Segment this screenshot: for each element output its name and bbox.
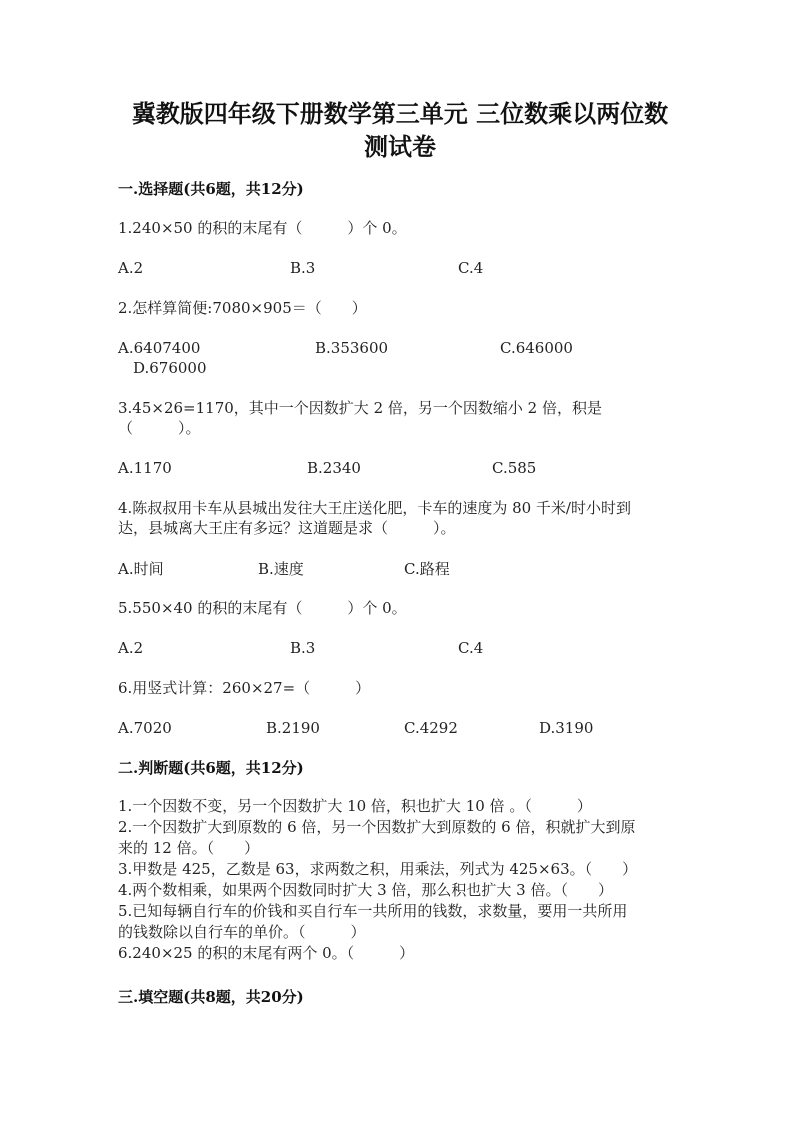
- option-b: B.3: [290, 639, 316, 657]
- question-3-continued: （ ）。: [118, 419, 201, 437]
- option-b: B.2190: [266, 719, 320, 737]
- option-c: C.路程: [404, 560, 450, 578]
- question-2: 2.怎样算简便:7080×905＝（ ）: [118, 299, 367, 317]
- option-b: B.2340: [307, 459, 361, 477]
- question-5: 5.550×40 的积的末尾有（ ）个 0。: [118, 599, 407, 617]
- option-c: C.585: [492, 459, 537, 477]
- option-a: A.1170: [118, 459, 172, 477]
- option-c: C.4292: [404, 719, 458, 737]
- option-c: C.4: [458, 259, 484, 277]
- option-a: A.2: [118, 639, 144, 657]
- option-b: B.3: [290, 259, 316, 277]
- page-title-line2: 测试卷: [364, 132, 436, 161]
- option-b: B.速度: [258, 560, 304, 578]
- question-6: 6.用竖式计算：260×27=（ ）: [118, 679, 371, 697]
- judgement-line: 的钱数除以自行车的单价。（ ）: [118, 923, 366, 941]
- question-3: 3.45×26=1170，其中一个因数扩大 2 倍，另一个因数缩小 2 倍，积是: [118, 399, 602, 417]
- option-a: A.7020: [118, 719, 172, 737]
- judgement-line: 6.240×25 的积的末尾有两个 0。（ ）: [118, 944, 415, 962]
- judgement-line: 5.已知每辆自行车的价钱和买自行车一共所用的钱数，求数量，要用一共所用: [118, 902, 628, 920]
- question-1: 1.240×50 的积的末尾有（ ）个 0。: [118, 219, 407, 237]
- judgement-line: 4.两个数相乘，如果两个因数同时扩大 3 倍，那么积也扩大 3 倍。（ ）: [118, 881, 613, 899]
- option-d: D.676000: [133, 359, 207, 377]
- page-title-line1: 冀教版四年级下册数学第三单元 三位数乘以两位数: [131, 99, 669, 128]
- judgement-line: 2.一个因数扩大到原数的 6 倍，另一个因数扩大到原数的 6 倍，积就扩大到原: [118, 818, 636, 836]
- option-a: A.时间: [118, 560, 164, 578]
- section-heading-fill-in: 三.填空题(共8题，共20分): [118, 988, 304, 1006]
- option-c: C.646000: [500, 339, 573, 357]
- option-a: A.6407400: [118, 339, 201, 357]
- judgement-line: 来的 12 倍。（ ）: [118, 839, 260, 857]
- judgement-line: 3.甲数是 425，乙数是 63，求两数之积，用乘法，列式为 425×63。（ ）: [118, 860, 638, 878]
- section-heading-choice: 一.选择题(共6题，共12分): [118, 180, 304, 198]
- question-4-continued: 达，县城离大王庄有多远？这道题是求（ ）。: [118, 519, 456, 537]
- option-b: B.353600: [315, 339, 389, 357]
- option-d: D.3190: [539, 719, 594, 737]
- section-heading-judgement: 二.判断题(共6题，共12分): [118, 759, 304, 777]
- judgement-line: 1.一个因数不变，另一个因数扩大 10 倍，积也扩大 10 倍 。（ ）: [118, 797, 592, 815]
- option-a: A.2: [118, 259, 144, 277]
- question-4: 4.陈叔叔用卡车从县城出发往大王庄送化肥，卡车的速度为 80 千米/时小时到: [118, 499, 631, 517]
- option-c: C.4: [458, 639, 484, 657]
